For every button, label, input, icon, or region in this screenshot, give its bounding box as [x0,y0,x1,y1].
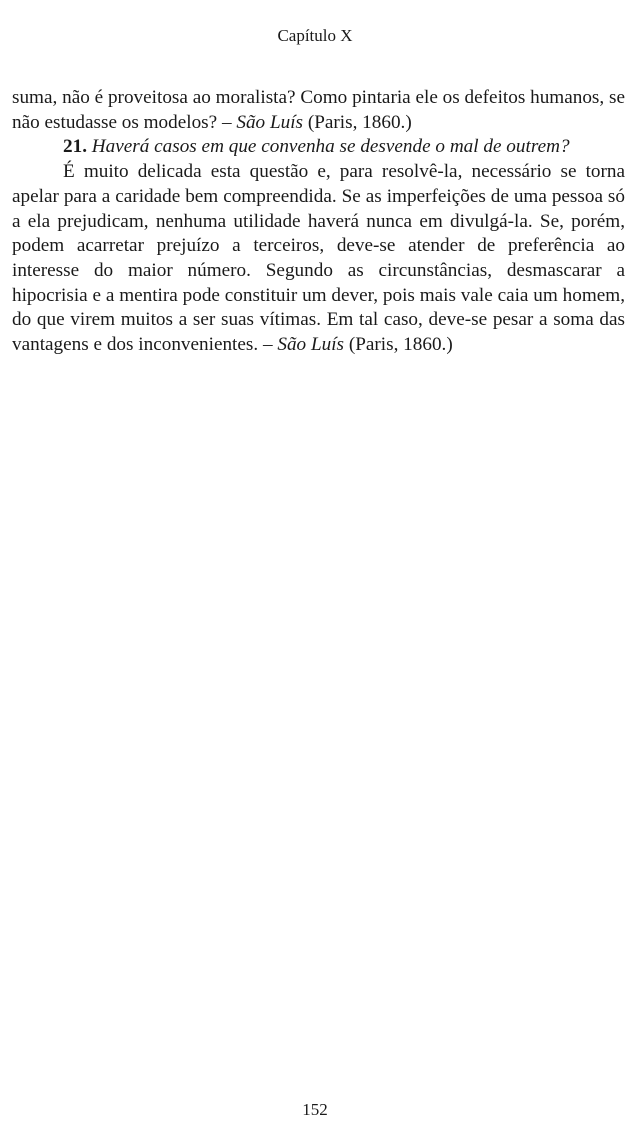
answer-text: É muito delicada esta questão e, para resolvê-la, necessário se torna apelar para a caridade bem compreendida. Se as imperfeições de uma pessoa só a ela prejudicam, nenhuma utilidade haverá nunca em divulgá-la. Se, porém, podem acarretar prejuízo a terceiros, deve-se atender de preferência ao interesse do maior número. Segundo as circunstâncias, desmascarar a hipocrisia e a mentira pode constituir um dever, pois mais vale caia um homem, do que virem muitos a ser suas vítimas. Em tal caso, deve-se pesar a soma das vantagens e dos inconvenientes. – [12,161,625,356]
chapter-header: Capítulo X [277,26,353,45]
author-attribution: São Luís [277,334,345,356]
continued-paragraph [12,86,625,135]
answer-paragraph [12,160,625,358]
source-citation: (Paris, 1860.) [344,334,453,356]
paragraph-text: suma, não é proveitosa ao moralista? Como pintaria ele os defeitos humanos, se não estudasse os modelos? – [12,87,625,133]
page-number: 152 [302,1100,328,1119]
source-citation: (Paris, 1860.) [303,111,412,133]
question-number: 21. [63,136,87,158]
question-text: Haverá casos em que convenha se desvende o mal de outrem? [91,136,570,158]
author-attribution: São Luís [236,111,304,133]
page-body [12,86,625,358]
question-paragraph [12,135,625,160]
